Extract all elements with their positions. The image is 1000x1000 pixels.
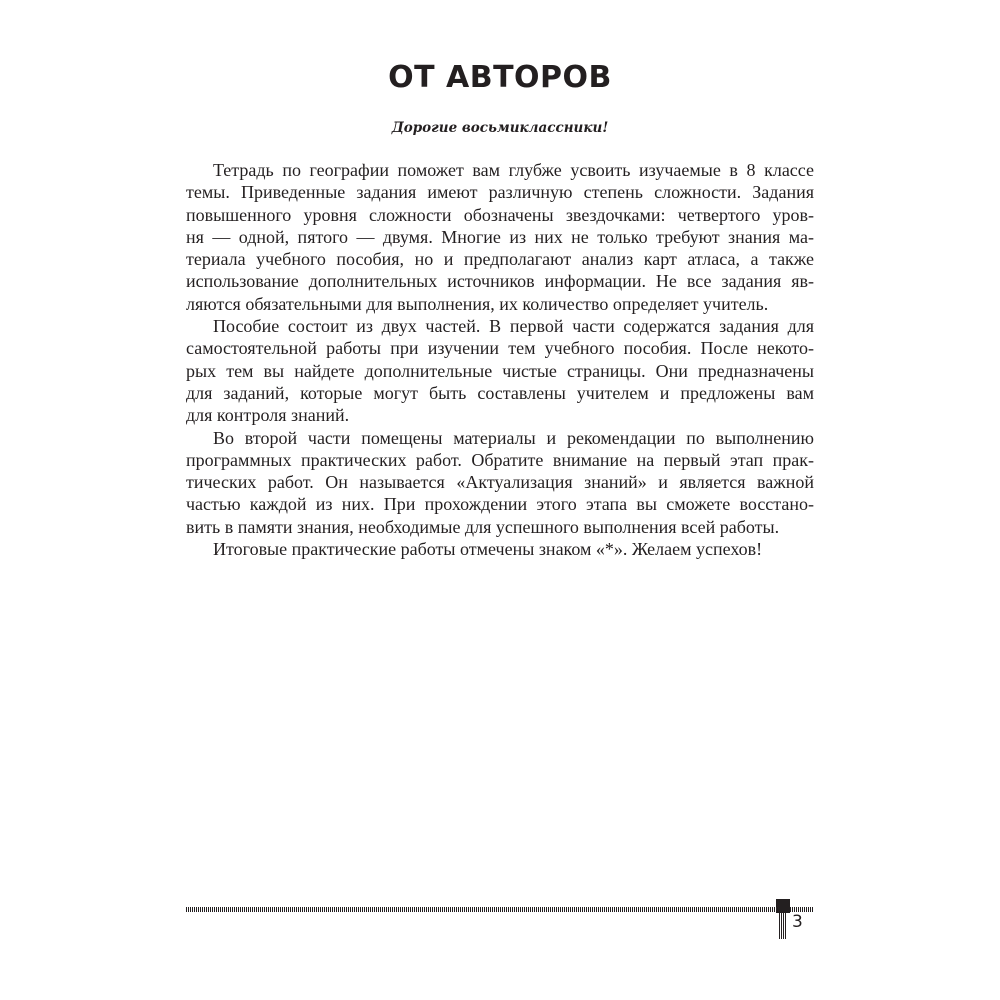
footer-rule — [186, 907, 778, 912]
text-line: программных практических работ. Обратите внимание на первый этап прак- — [186, 449, 814, 470]
text-line: темы. Приведенные задания имеют различную степень сложности. Задания — [186, 182, 814, 203]
text-line: использование дополнительных источников информации. Не все задания яв- — [186, 271, 814, 292]
paragraph-3 — [186, 427, 814, 538]
text-line: частью каждой из них. При прохождении этого этапа вы сможете восстано- — [186, 494, 814, 515]
greeting: Дорогие восьмиклассники! — [391, 120, 609, 136]
text-line: повышенного уровня сложности обозначены звездочками: четвертого уров- — [186, 204, 814, 225]
text-line: Пособие состоит из двух частей. В первой части содержатся задания для — [213, 316, 814, 337]
text-line: Итоговые практические работы отмечены знаком «*». Желаем успехов! — [213, 539, 763, 560]
text-line: Во второй части помещены материалы и рекомендации по выполнению — [213, 427, 814, 448]
text-line: Тетрадь по географии поможет вам глубже усвоить изучаемые в 8 классе — [213, 160, 814, 180]
text-line: для контроля знаний. — [186, 405, 350, 426]
paragraph-4 — [186, 538, 814, 560]
paragraph-2 — [186, 315, 814, 426]
body-text — [186, 159, 814, 560]
text-line: ня — одной, пятого — двумя. Многие из них не только требуют знания ма- — [186, 226, 814, 247]
text-line: териала учебного пособия, но и предполагают анализ карт атласа, а также — [186, 249, 814, 270]
page-title: ОТ АВТОРОВ — [388, 60, 612, 95]
paragraph-1 — [186, 159, 814, 315]
text-line: вить в памяти знания, необходимые для успешного выполнения всей работы. — [186, 516, 780, 537]
text-line: тических работ. Он называется «Актуализация знаний» и является важной — [186, 472, 814, 493]
text-line: рых тем вы найдете дополнительные чистые страницы. Они предназначены — [186, 360, 814, 381]
text-line: ляются обязательными для выполнения, их количество определяет учитель. — [186, 293, 769, 314]
page-number: 3 — [792, 912, 803, 932]
page-corner-mark — [776, 899, 790, 939]
text-line: для заданий, которые могут быть составлены учителем и предложены вам — [186, 382, 814, 403]
text-line: самостоятельной работы при изучении тем учебного пособия. После некото- — [186, 338, 814, 359]
